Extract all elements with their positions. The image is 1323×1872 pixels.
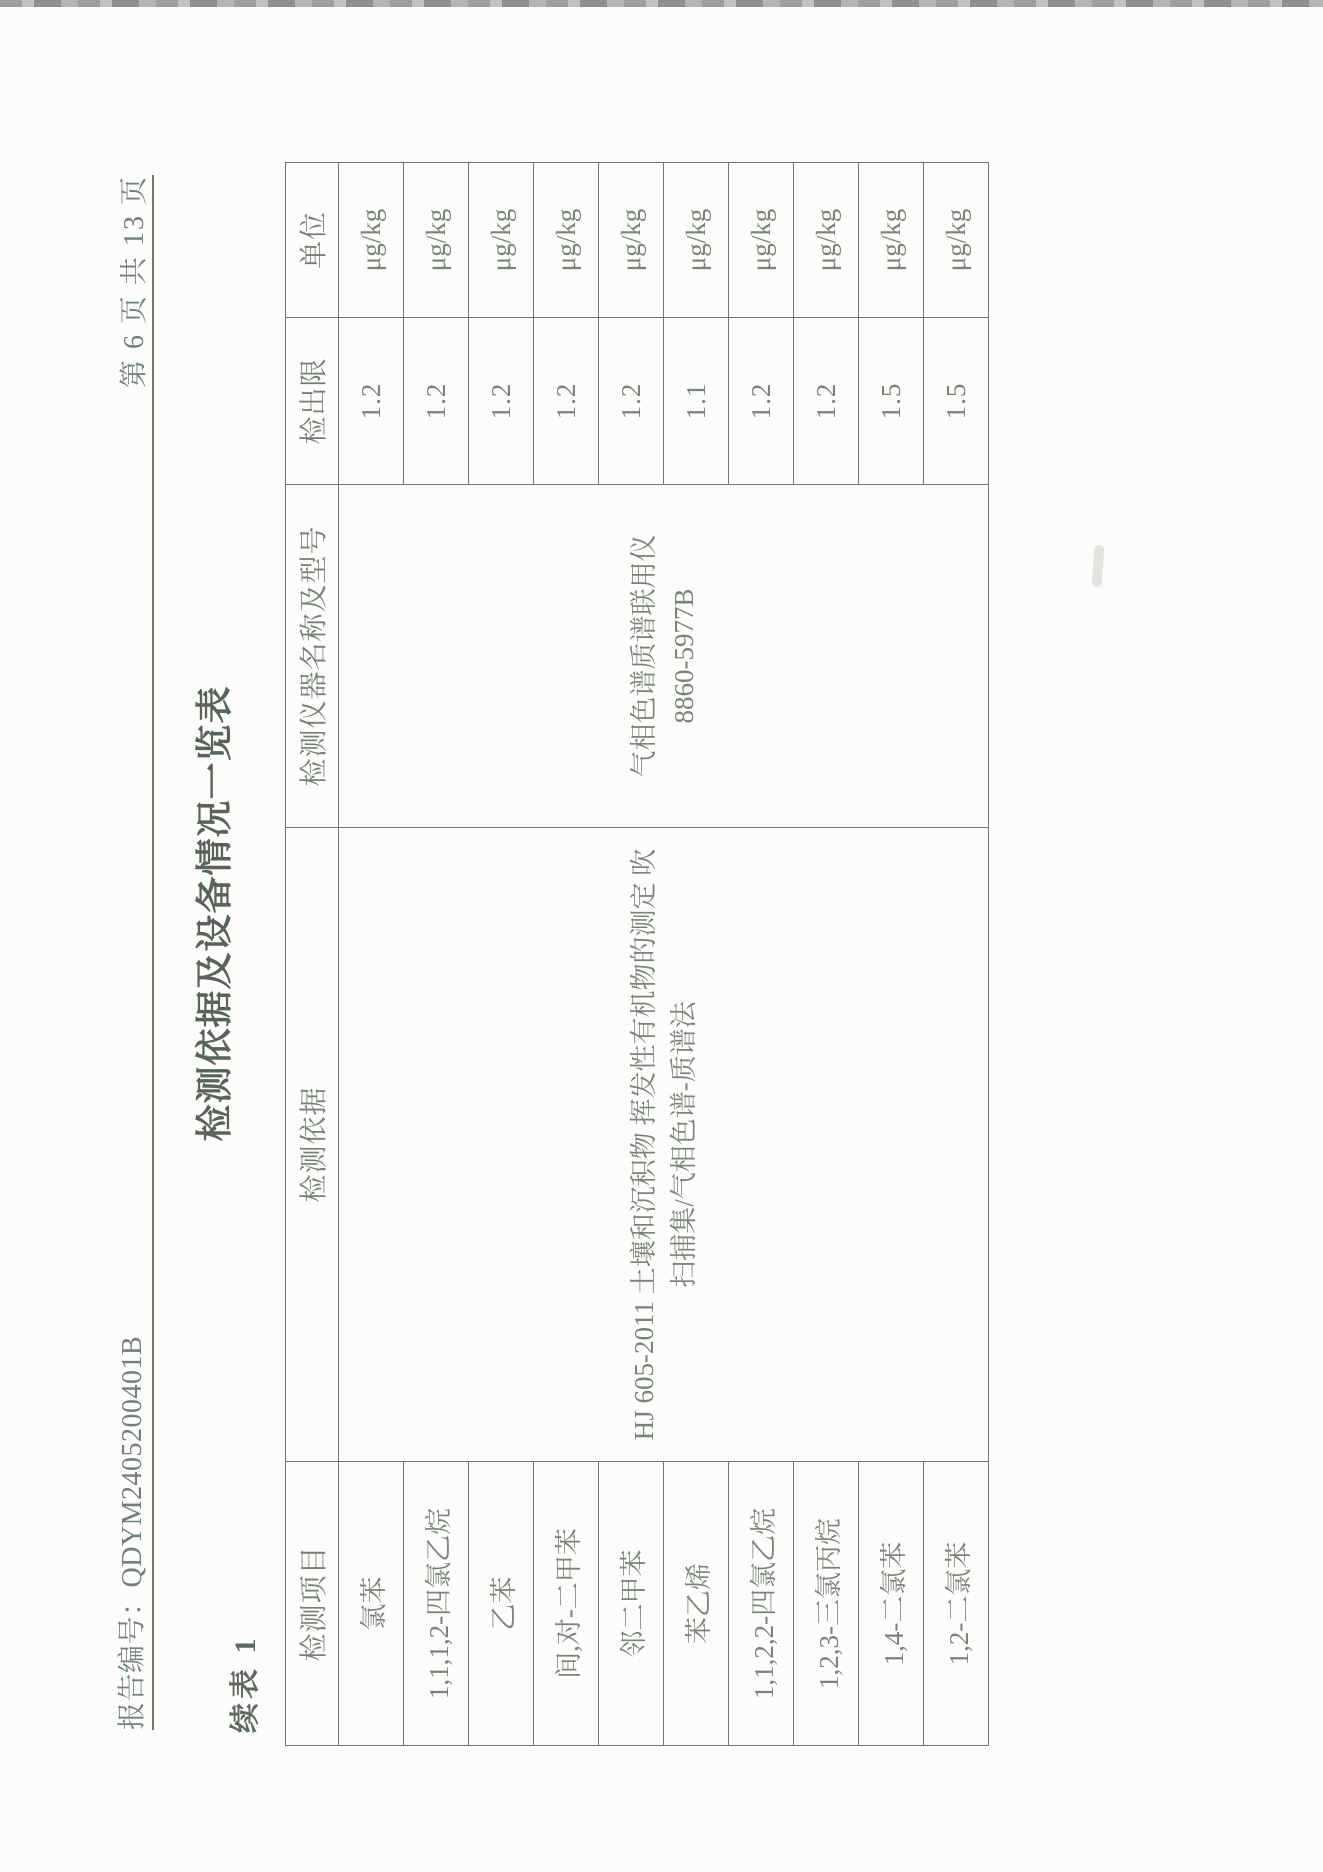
instrument-cell (339, 485, 989, 828)
subtable-label: 续表 1 (229, 1634, 262, 1733)
item-cell: 1,2-二氯苯 (924, 1462, 989, 1746)
col-header-basis: 检测依据 (286, 828, 339, 1462)
table-header-row (286, 163, 339, 1746)
instrument-line-2: 8860-5977B (668, 588, 699, 724)
method-line-2: 扫捕集/气相色谱-质谱法 (668, 1001, 699, 1288)
limit-cell: 1.2 (339, 318, 404, 485)
unit-cell: μg/kg (664, 163, 729, 318)
limit-cell: 1.5 (859, 318, 924, 485)
col-header-item: 检测项目 (286, 1462, 339, 1746)
col-header-limit: 检出限 (286, 318, 339, 485)
item-cell: 乙苯 (469, 1462, 534, 1746)
item-cell: 1,2,3-三氯丙烷 (794, 1462, 859, 1746)
unit-cell: μg/kg (534, 163, 599, 318)
unit-cell: μg/kg (469, 163, 534, 318)
unit-cell: μg/kg (599, 163, 664, 318)
limit-cell: 1.5 (924, 318, 989, 485)
item-cell: 1,1,2,2-四氯乙烷 (729, 1462, 794, 1746)
method-cell (339, 828, 989, 1462)
item-cell: 1,1,1,2-四氯乙烷 (404, 1462, 469, 1746)
unit-cell: μg/kg (339, 163, 404, 318)
header-rule (152, 175, 154, 1730)
unit-cell: μg/kg (859, 163, 924, 318)
limit-cell: 1.1 (664, 318, 729, 485)
col-header-unit: 单位 (286, 163, 339, 318)
limit-cell: 1.2 (534, 318, 599, 485)
unit-cell: μg/kg (729, 163, 794, 318)
limit-cell: 1.2 (729, 318, 794, 485)
unit-cell: μg/kg (404, 163, 469, 318)
item-cell: 间,对-二甲苯 (534, 1462, 599, 1746)
unit-cell: μg/kg (794, 163, 859, 318)
detection-basis-table (285, 162, 989, 1746)
limit-cell: 1.2 (599, 318, 664, 485)
instrument-line-1: 气相色谱质谱联用仪 (628, 534, 659, 778)
table-row (339, 163, 404, 1746)
report-number: 报告编号：QDYM2405200401B (117, 1335, 148, 1730)
col-header-instrument: 检测仪器名称及型号 (286, 485, 339, 828)
limit-cell: 1.2 (404, 318, 469, 485)
limit-cell: 1.2 (794, 318, 859, 485)
item-cell: 邻二甲苯 (599, 1462, 664, 1746)
page-title: 检测依据及设备情况一览表 (195, 685, 236, 1142)
unit-cell: μg/kg (924, 163, 989, 318)
item-cell: 苯乙烯 (664, 1462, 729, 1746)
page-indicator: 第 6 页 共 13 页 (119, 175, 150, 389)
item-cell: 1,4-二氯苯 (859, 1462, 924, 1746)
item-cell: 氯苯 (339, 1462, 404, 1746)
limit-cell: 1.2 (469, 318, 534, 485)
method-line-1: HJ 605-2011 土壤和沉积物 挥发性有机物的测定 吹 (628, 848, 659, 1441)
